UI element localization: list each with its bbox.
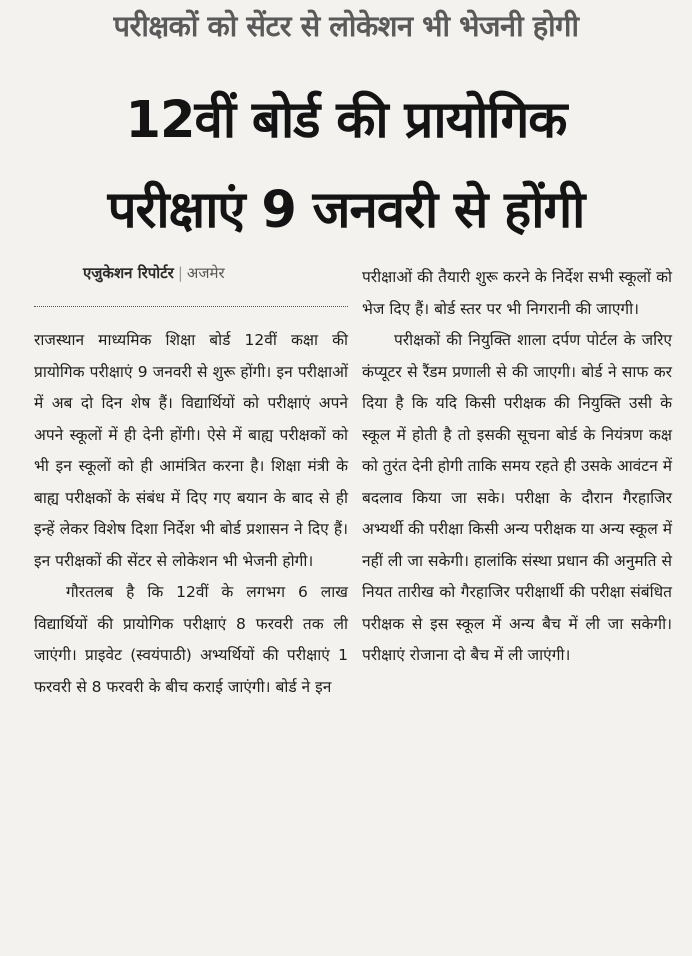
article-column-right [362, 262, 672, 672]
headline-line-1: 12वीं बोर्ड की प्रायोगिक [125, 91, 567, 150]
byline-separator: | [177, 264, 183, 282]
paragraph: गौरतलब है कि 12वीं के लगभग 6 लाख विद्यार्थियों की प्रायोगिक परीक्षाएं 8 फरवरी तक ली जाएंगी। प्राइवेट (स्वयंपाठी) अभ्यर्थियों की परीक्षाएं 1 फरवरी से 8 फरवरी के बीच कराई जाएंगी। बोर्ड ने इन [34, 583, 348, 696]
byline-place: अजमेर [186, 264, 225, 282]
headline-line-2: परीक्षाएं 9 जनवरी से होंगी [107, 181, 585, 240]
byline-divider [34, 306, 348, 307]
byline [83, 262, 348, 284]
headline [14, 76, 678, 256]
article-column-left [34, 325, 348, 703]
paragraph: परीक्षकों की नियुक्ति शाला दर्पण पोर्टल के जरिए कंप्यूटर से रैंडम प्रणाली से की जाएगी। बोर्ड ने साफ कर दिया है कि यदि किसी परीक्षक की नियुक्ति उसी के स्कूल में होती है तो इसकी सूचना बोर्ड के नियंत्रण कक्ष को तुरंत देनी होगी ताकि समय रहते ही उसके आवंटन में बदलाव किया जा सके। परीक्षा के दौरान गैरहाजिर अभ्यर्थी की परीक्षा किसी अन्य परीक्षक या अन्य स्कूल में नहीं ली जा सकेगी। हालांकि संस्था प्रधान की अनुमति से नियत तारीख को गैरहाजिर परीक्षार्थी की परीक्षा संबंधित परीक्षक से इस स्कूल में अन्य बैच में ली जा सकेगी। परीक्षाएं रोजाना दो बैच में ली जाएंगी। [362, 331, 672, 664]
paragraph: परीक्षाओं की तैयारी शुरू करने के निर्देश सभी स्कूलों को भेज दिए हैं। बोर्ड स्तर पर भी निगरानी की जाएगी। [362, 268, 672, 318]
paragraph: राजस्थान माध्यमिक शिक्षा बोर्ड 12वीं कक्षा की प्रायोगिक परीक्षाएं 9 जनवरी से शुरू होंगी। इन परीक्षाओं में अब दो दिन शेष हैं। विद्यार्थियों को परीक्षाएं अपने अपने स्कूलों में ही देनी होंगी। ऐसे में बाह्य परीक्षकों को भी इन स्कूलों को ही आमंत्रित करना है। शिक्षा मंत्री के बाह्य परीक्षकों के संबंध में दिए गए बयान के बाद से ही इन्हें लेकर विशेष दिशा निर्देश भी बोर्ड प्रशासन ने दिए हैं। इन परीक्षकों की सेंटर से लोकेशन भी भेजनी होगी। [34, 331, 348, 570]
byline-reporter: एजुकेशन रिपोर्टर [83, 264, 174, 282]
kicker-subheading: परीक्षकों को सेंटर से लोकेशन भी भेजनी होगी [113, 9, 579, 43]
